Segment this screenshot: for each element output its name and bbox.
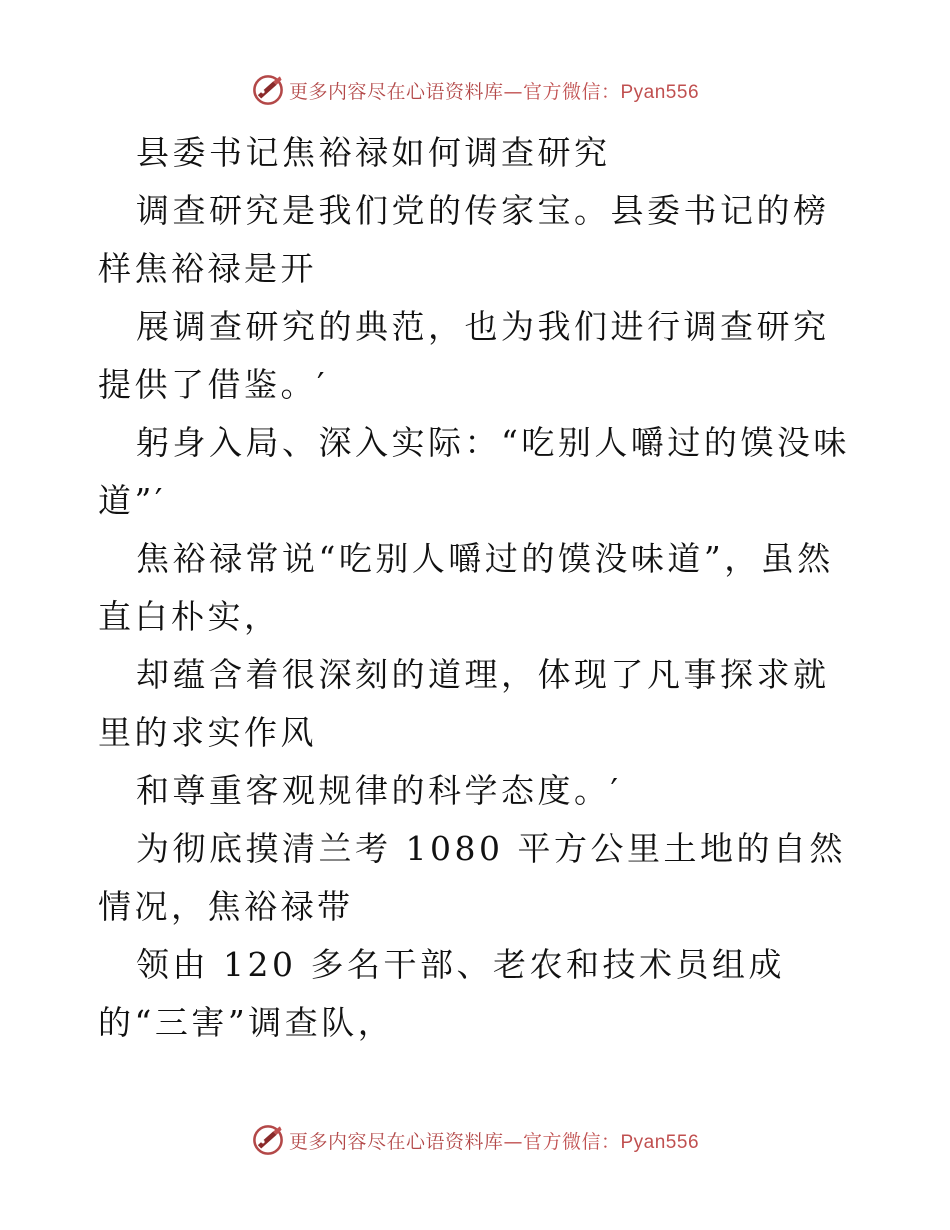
paragraph: 展调查研究的典范，也为我们进行调查研究提供了借鉴。′ [98, 307, 830, 404]
paragraph: 却蕴含着很深刻的道理，体现了凡事探求就里的求实作风 [98, 655, 830, 752]
paragraph: 调查研究是我们党的传家宝。县委书记的榜样焦裕禄是开 [98, 191, 830, 288]
paragraph: 领由 120 多名干部、老农和技术员组成的“三害”调查队， [98, 945, 785, 1042]
banner-separator: — [503, 1130, 523, 1153]
banner-main-text: 更多内容尽在心语资料库 [288, 80, 504, 103]
banner-main-text: 更多内容尽在心语资料库 [288, 1130, 504, 1153]
paragraph: 为彻底摸清兰考 1080 平方公里土地的自然情况，焦裕禄带 [98, 829, 846, 926]
pen-circle-icon [251, 1123, 285, 1157]
banner-wechat-id: Pyan556 [620, 81, 700, 103]
banner-text [289, 77, 699, 104]
banner-wechat-label: 官方微信： [522, 80, 621, 103]
banner-separator: — [503, 80, 523, 103]
footer-banner [0, 1120, 950, 1160]
document-body [98, 124, 858, 1052]
header-banner [0, 70, 950, 110]
banner-wechat-id: Pyan556 [620, 1131, 700, 1153]
pen-circle-icon [251, 73, 285, 107]
paragraph-title: 县委书记焦裕禄如何调查研究 [136, 133, 611, 172]
paragraph: 焦裕禄常说“吃别人嚼过的馍没味道”，虽然直白朴实， [98, 539, 834, 636]
paragraph-subheading: 躬身入局、深入实际：“吃别人嚼过的馍没味道”′ [98, 423, 850, 520]
banner-wechat-label: 官方微信： [522, 1130, 621, 1153]
banner-text [289, 1127, 699, 1154]
paragraph: 和尊重客观规律的科学态度。′ [136, 771, 622, 810]
